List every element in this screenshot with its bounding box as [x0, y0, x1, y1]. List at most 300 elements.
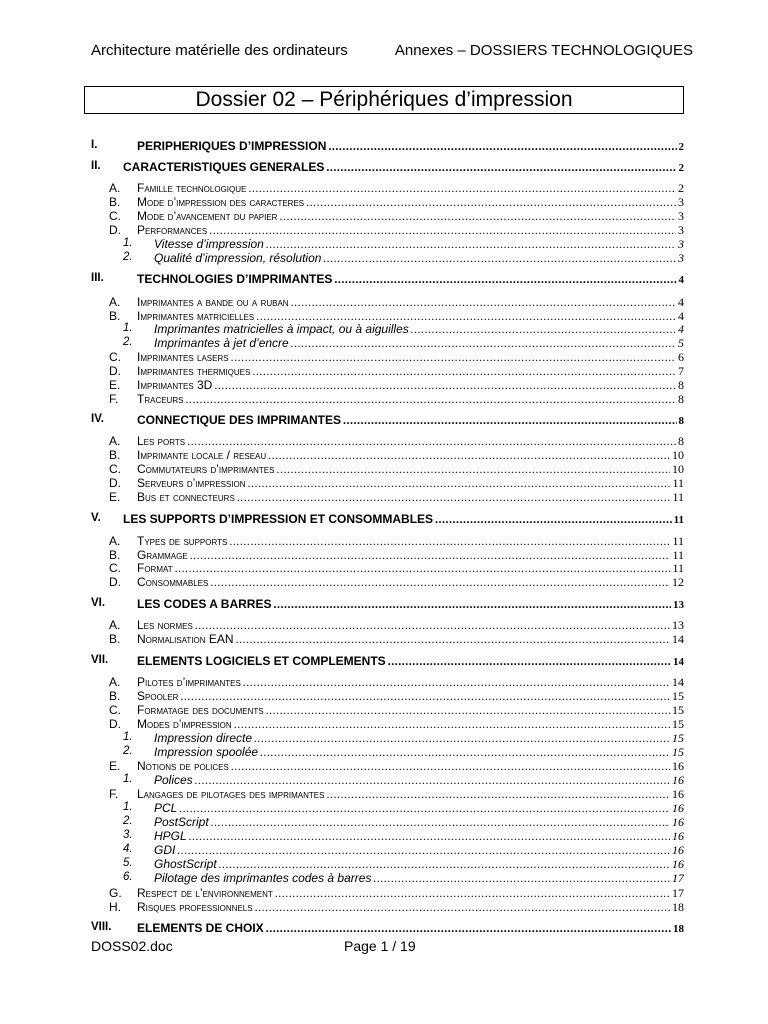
toc-entry[interactable] — [0, 160, 768, 174]
toc-entry-page: 16 — [672, 787, 684, 801]
toc-entry[interactable] — [0, 181, 768, 195]
toc-dot-leader — [175, 561, 671, 576]
toc-entry[interactable] — [0, 139, 768, 153]
toc-entry-title: Famille technologique — [137, 181, 247, 195]
toc-dot-leader — [266, 921, 671, 936]
toc-entry-title: Imprimantes lasers — [137, 350, 229, 364]
toc-dot-leader — [260, 745, 670, 760]
toc-entry[interactable] — [0, 392, 768, 406]
toc-entry[interactable] — [0, 787, 768, 801]
toc-entry-line — [137, 900, 684, 915]
toc-entry-line — [137, 364, 684, 379]
toc-entry[interactable] — [0, 548, 768, 562]
toc-entry[interactable] — [0, 350, 768, 364]
toc-entry-page: 15 — [672, 689, 684, 703]
toc-entry-page: 3 — [678, 209, 684, 223]
toc-dot-leader — [323, 251, 676, 266]
toc-dot-leader — [209, 223, 676, 238]
toc-dot-leader — [177, 843, 670, 858]
toc-entry[interactable] — [0, 195, 768, 209]
toc-entry-number: D. — [109, 717, 121, 731]
toc-entry-page: 16 — [672, 773, 684, 787]
toc-entry-line — [137, 654, 684, 669]
toc-entry-number: B. — [109, 448, 121, 462]
toc-entry-line — [137, 689, 684, 704]
toc-entry-title: Pilotage des imprimantes codes à barres — [154, 871, 372, 885]
toc-entry-number: F. — [109, 392, 119, 406]
toc-entry-line — [154, 815, 684, 830]
toc-entry-line — [137, 675, 684, 690]
toc-entry-number: B. — [109, 195, 121, 209]
toc-entry-line — [154, 322, 684, 337]
toc-entry-page: 8 — [678, 434, 684, 448]
toc-entry-number: 2. — [123, 745, 133, 757]
toc-entry-line — [154, 773, 684, 788]
toc-entry-page: 15 — [672, 703, 684, 717]
toc-entry-title: Notions de polices — [137, 759, 229, 773]
toc-entry-page: 3 — [678, 195, 684, 209]
toc-entry[interactable] — [0, 759, 768, 773]
toc-entry-line — [137, 703, 684, 718]
toc-entry-page: 4 — [678, 274, 684, 286]
toc-dot-leader — [180, 689, 670, 704]
toc-entry[interactable] — [0, 237, 768, 251]
toc-entry-title: Langages de pilotages des imprimantes — [137, 787, 325, 801]
toc-entry[interactable] — [0, 829, 768, 843]
toc-dot-leader — [343, 413, 676, 428]
toc-dot-leader — [189, 829, 670, 844]
toc-entry-title: Serveurs d’impression — [137, 476, 246, 490]
toc-entry-title: Respect de l’environnement — [137, 886, 273, 900]
toc-entry-title: Impression directe — [154, 731, 253, 745]
toc-entry[interactable] — [0, 886, 768, 900]
toc-entry-line — [137, 209, 684, 224]
toc-entry[interactable] — [0, 413, 768, 427]
toc-entry-number: 5. — [123, 857, 133, 869]
toc-dot-leader — [179, 801, 670, 816]
toc-entry-line — [137, 787, 684, 802]
toc-entry[interactable] — [0, 272, 768, 286]
toc-entry-number: B. — [109, 548, 121, 562]
toc-entry-number: 1. — [123, 237, 133, 249]
toc-entry[interactable] — [0, 378, 768, 392]
toc-entry[interactable] — [0, 618, 768, 632]
toc-entry[interactable] — [0, 731, 768, 745]
toc-entry-page: 2 — [678, 141, 684, 153]
toc-dot-leader — [306, 195, 676, 210]
toc-entry-title: Imprimantes à jet d’encre — [154, 336, 289, 350]
toc-dot-leader — [219, 857, 670, 872]
toc-entry-number: 1. — [123, 801, 133, 813]
toc-entry[interactable] — [0, 462, 768, 476]
toc-entry-title: Polices — [154, 773, 193, 787]
toc-entry-number: H. — [109, 900, 121, 914]
toc-entry[interactable] — [0, 815, 768, 829]
toc-entry-page: 4 — [678, 309, 684, 323]
toc-entry-title: Impression spoolée — [154, 745, 259, 759]
toc-entry-page: 3 — [678, 237, 684, 251]
toc-entry-number: C. — [109, 209, 121, 223]
toc-entry-number: 2. — [123, 815, 133, 827]
toc-entry-page: 8 — [678, 392, 684, 406]
toc-dot-leader — [211, 815, 670, 830]
toc-entry-line — [137, 139, 684, 154]
toc-entry-title: Modes d’impression — [137, 717, 232, 731]
toc-entry-line — [137, 195, 684, 210]
toc-entry-line — [137, 413, 684, 428]
toc-dot-leader — [328, 139, 676, 154]
toc-entry-title: Vitesse d’impression — [154, 237, 264, 251]
toc-entry-page: 15 — [672, 717, 684, 731]
toc-entry[interactable] — [0, 490, 768, 504]
toc-entry-page: 15 — [672, 731, 684, 745]
toc-entry-line — [137, 295, 684, 310]
toc-entry[interactable] — [0, 843, 768, 857]
toc-entry[interactable] — [0, 209, 768, 223]
toc-entry-number: 1. — [123, 731, 133, 743]
toc-entry-title: Imprimantes thermiques — [137, 364, 251, 378]
toc-entry-line — [137, 462, 684, 477]
footer-page-number: Page 1 / 19 — [344, 938, 416, 954]
toc-entry-page: 16 — [672, 759, 684, 773]
toc-entry-title: PostScript — [154, 815, 209, 829]
toc-entry-title: CONNECTIQUE DES IMPRIMANTES — [137, 413, 342, 427]
toc-entry-number: VII. — [91, 654, 109, 666]
toc-entry-line — [137, 378, 684, 393]
toc-entry-title: Consommables — [137, 575, 209, 589]
toc-entry-page: 11 — [673, 514, 684, 526]
toc-entry-page: 6 — [678, 350, 684, 364]
toc-dot-leader — [279, 209, 676, 224]
toc-entry-page: 14 — [672, 632, 684, 646]
toc-dot-leader — [195, 773, 670, 788]
toc-entry[interactable] — [0, 309, 768, 323]
toc-entry-page: 10 — [672, 448, 684, 462]
toc-entry-title: Pilotes d’imprimantes — [137, 675, 241, 689]
toc-entry[interactable] — [0, 434, 768, 448]
toc-entry-number: C. — [109, 350, 121, 364]
toc-entry-number: VIII. — [91, 921, 112, 933]
toc-entry-page: 18 — [673, 923, 684, 935]
toc-entry-title: Types de supports — [137, 534, 228, 548]
toc-entry-line — [137, 886, 684, 901]
toc-entry[interactable] — [0, 632, 768, 646]
toc-entry-title: Les normes — [137, 618, 193, 632]
toc-dot-leader — [275, 886, 670, 901]
toc-entry[interactable] — [0, 597, 768, 611]
toc-entry-number: D. — [109, 476, 121, 490]
toc-entry-number: A. — [109, 434, 121, 448]
toc-dot-leader — [255, 900, 670, 915]
toc-dot-leader — [334, 272, 676, 287]
toc-entry-line — [154, 745, 684, 760]
toc-dot-leader — [210, 575, 670, 590]
toc-entry-title: Mode d’impression des caracteres — [137, 195, 305, 209]
toc-entry-number: C. — [109, 462, 121, 476]
toc-entry-page: 11 — [672, 561, 684, 575]
toc-dot-leader — [229, 534, 670, 549]
toc-entry-title: Imprimantes matricielles à impact, ou à aiguilles — [154, 322, 409, 336]
toc-entry-number: D. — [109, 364, 121, 378]
toc-entry-title: ELEMENTS LOGICIELS ET COMPLEMENTS — [137, 654, 386, 668]
toc-dot-leader — [248, 476, 671, 491]
toc-dot-leader — [236, 632, 670, 647]
toc-dot-leader — [214, 378, 676, 393]
toc-entry[interactable] — [0, 921, 768, 935]
toc-entry[interactable] — [0, 900, 768, 914]
toc-entry-page: 5 — [678, 336, 684, 350]
toc-entry-page: 18 — [672, 900, 684, 914]
toc-entry-number: V. — [91, 512, 101, 524]
toc-entry-title: Bus et connecteurs — [137, 490, 235, 504]
toc-entry-title: TECHNOLOGIES D’IMPRIMANTES — [137, 272, 333, 286]
toc-dot-leader — [231, 759, 670, 774]
toc-entry-page: 17 — [672, 886, 684, 900]
toc-entry-page: 11 — [672, 548, 684, 562]
toc-entry-page: 15 — [672, 745, 684, 759]
toc-entry-number: I. — [91, 139, 98, 151]
toc-entry-title: Imprimantes a bande ou a ruban — [137, 295, 289, 309]
toc-entry-number: 2. — [123, 251, 133, 263]
toc-entry-title: Formatage des documents — [137, 703, 264, 717]
toc-entry-number: D. — [109, 575, 121, 589]
toc-entry[interactable] — [0, 675, 768, 689]
toc-entry-line — [137, 632, 684, 647]
toc-entry-number: VI. — [91, 597, 106, 609]
toc-entry-line — [154, 801, 684, 816]
toc-entry-number: III. — [91, 272, 104, 284]
toc-entry-title: Format — [137, 561, 173, 575]
toc-entry[interactable] — [0, 689, 768, 703]
toc-entry-title: Traceurs — [137, 392, 184, 406]
toc-entry-number: II. — [91, 160, 101, 172]
toc-entry-page: 16 — [672, 843, 684, 857]
toc-dot-leader — [187, 434, 676, 449]
toc-entry-number: 1. — [123, 322, 133, 334]
toc-entry-line — [154, 237, 684, 252]
toc-dot-leader — [195, 618, 670, 633]
toc-entry-number: B. — [109, 632, 121, 646]
toc-entry-title: Commutateurs d’imprimantes — [137, 462, 275, 476]
toc-entry-title: GDI — [154, 843, 176, 857]
toc-entry-title: CARACTERISTIQUES GENERALES — [123, 160, 325, 174]
toc-entry-page: 13 — [672, 618, 684, 632]
toc-entry-line — [137, 350, 684, 365]
toc-entry-title: Imprimantes matricielles — [137, 309, 255, 323]
toc-entry[interactable] — [0, 703, 768, 717]
toc-entry-line — [154, 857, 684, 872]
toc-dot-leader — [388, 654, 671, 669]
toc-entry[interactable] — [0, 857, 768, 871]
toc-entry-title: GhostScript — [154, 857, 217, 871]
toc-entry-page: 16 — [672, 815, 684, 829]
toc-entry[interactable] — [0, 871, 768, 885]
toc-entry-line — [137, 434, 684, 449]
toc-entry[interactable] — [0, 512, 768, 526]
toc-dot-leader — [234, 717, 670, 732]
toc-entry-page: 10 — [672, 462, 684, 476]
toc-entry-page: 8 — [678, 378, 684, 392]
toc-entry-number: 4. — [123, 843, 133, 855]
toc-entry-line — [154, 829, 684, 844]
toc-entry-page: 16 — [672, 829, 684, 843]
toc-dot-leader — [252, 364, 676, 379]
toc-entry-number: F. — [109, 787, 119, 801]
toc-entry[interactable] — [0, 448, 768, 462]
toc-entry-line — [137, 181, 684, 196]
toc-entry[interactable] — [0, 561, 768, 575]
toc-entry-line — [137, 561, 684, 576]
toc-entry-title: Normalisation EAN — [137, 632, 234, 646]
toc-entry-line — [154, 731, 684, 746]
toc-dot-leader — [291, 295, 676, 310]
toc-entry-title: LES CODES A BARRES — [137, 597, 272, 611]
toc-entry-line — [123, 160, 684, 175]
toc-entry-line — [137, 759, 684, 774]
toc-entry-page: 3 — [678, 223, 684, 237]
toc-entry-number: 2. — [123, 336, 133, 348]
toc-entry-title: PCL — [154, 801, 178, 815]
toc-entry-line — [137, 272, 684, 287]
toc-entry-title: Imprimante locale / reseau — [137, 448, 267, 462]
toc-entry-number: B. — [109, 309, 121, 323]
toc-dot-leader — [373, 871, 670, 886]
toc-entry-page: 11 — [672, 490, 684, 504]
toc-entry-line — [137, 597, 684, 612]
toc-entry-number: G. — [109, 886, 122, 900]
toc-entry-title: Mode d’avancement du papier — [137, 209, 278, 223]
toc-dot-leader — [254, 731, 670, 746]
toc-entry-page: 12 — [672, 575, 684, 589]
toc-entry-page: 3 — [678, 251, 684, 265]
toc-entry-line — [137, 223, 684, 238]
toc-entry[interactable] — [0, 534, 768, 548]
toc-entry-number: A. — [109, 295, 121, 309]
toc-entry-number: E. — [109, 378, 121, 392]
toc-entry-line — [137, 448, 684, 463]
toc-entry[interactable] — [0, 773, 768, 787]
toc-entry-line — [137, 392, 684, 407]
toc-dot-leader — [266, 237, 676, 252]
toc-entry-number: IV. — [91, 413, 105, 425]
toc-dot-leader — [268, 448, 670, 463]
toc-entry-page: 4 — [678, 322, 684, 336]
toc-entry-page: 7 — [678, 364, 684, 378]
toc-entry[interactable] — [0, 745, 768, 759]
toc-entry-number: C. — [109, 561, 121, 575]
toc-dot-leader — [326, 787, 670, 802]
footer-filename: DOSS02.doc — [91, 938, 173, 954]
toc-entry[interactable] — [0, 476, 768, 490]
toc-entry-number: 6. — [123, 871, 133, 883]
toc-entry[interactable] — [0, 575, 768, 589]
toc-dot-leader — [185, 392, 676, 407]
toc-entry-title: HPGL — [154, 829, 187, 843]
toc-entry-page: 8 — [678, 415, 684, 427]
toc-entry[interactable] — [0, 801, 768, 815]
toc-entry-title: LES SUPPORTS D’IMPRESSION ET CONSOMMABLES — [123, 512, 434, 526]
toc-entry-line — [137, 476, 684, 491]
toc-entry-title: Grammage — [137, 548, 188, 562]
toc-entry-page: 17 — [672, 871, 684, 885]
toc-entry-title: Les ports — [137, 434, 186, 448]
toc-dot-leader — [291, 336, 676, 351]
toc-entry-number: A. — [109, 181, 121, 195]
toc-entry-number: A. — [109, 675, 121, 689]
toc-entry-page: 2 — [678, 162, 684, 174]
toc-entry-number: E. — [109, 490, 121, 504]
toc-entry-title: Imprimantes 3D — [137, 378, 213, 392]
toc-entry[interactable] — [0, 322, 768, 336]
toc-dot-leader — [248, 181, 676, 196]
toc-entry-number: A. — [109, 618, 121, 632]
toc-entry-page: 2 — [678, 181, 684, 195]
toc-entry-page: 16 — [672, 801, 684, 815]
toc-entry[interactable] — [0, 295, 768, 309]
document-title: Dossier 02 – Périphériques d’impression — [84, 86, 684, 114]
toc-entry-number: A. — [109, 534, 121, 548]
toc-entry-line — [123, 512, 684, 527]
toc-entry-line — [154, 843, 684, 858]
toc-entry[interactable] — [0, 223, 768, 237]
toc-entry-title: Qualité d’impression, résolution — [154, 251, 322, 265]
toc-entry[interactable] — [0, 654, 768, 668]
toc-entry-page: 13 — [673, 599, 684, 611]
toc-entry-line — [137, 921, 684, 936]
toc-entry-number: E. — [109, 759, 121, 773]
toc-dot-leader — [273, 597, 671, 612]
toc-entry-title: Performances — [137, 223, 208, 237]
toc-entry-page: 14 — [673, 656, 684, 668]
toc-entry-line — [154, 871, 684, 886]
toc-dot-leader — [276, 462, 670, 477]
toc-entry-title: ELEMENTS DE CHOIX — [137, 921, 264, 935]
toc-entry-page: 11 — [672, 476, 684, 490]
toc-dot-leader — [266, 703, 670, 718]
toc-dot-leader — [411, 322, 676, 337]
toc-entry-page: 16 — [672, 857, 684, 871]
toc-entry-page: 4 — [678, 295, 684, 309]
toc-entry-line — [137, 717, 684, 732]
toc-dot-leader — [237, 490, 671, 505]
toc-dot-leader — [435, 512, 672, 527]
toc-dot-leader — [326, 160, 676, 175]
toc-entry-number: C. — [109, 703, 121, 717]
toc-entry-line — [137, 490, 684, 505]
toc-dot-leader — [243, 675, 670, 690]
toc-entry[interactable] — [0, 336, 768, 350]
header-right-text: Annexes – DOSSIERS TECHNOLOGIQUES — [394, 42, 693, 59]
toc-entry-line — [154, 251, 684, 266]
toc-entry-number: B. — [109, 689, 121, 703]
toc-entry[interactable] — [0, 364, 768, 378]
toc-entry-page: 14 — [672, 675, 684, 689]
toc-entry-page: 11 — [672, 534, 684, 548]
toc-entry-line — [137, 575, 684, 590]
toc-entry-number: D. — [109, 223, 121, 237]
toc-entry-number: 3. — [123, 829, 133, 841]
header-left-text: Architecture matérielle des ordinateurs — [91, 42, 348, 59]
toc-entry-line — [137, 534, 684, 549]
toc-entry[interactable] — [0, 717, 768, 731]
toc-dot-leader — [231, 350, 676, 365]
toc-entry-title: PERIPHERIQUES D’IMPRESSION — [137, 139, 327, 153]
toc-entry[interactable] — [0, 251, 768, 265]
toc-entry-number: 1. — [123, 773, 133, 785]
toc-entry-title: Spooler — [137, 689, 179, 703]
toc-entry-line — [154, 336, 684, 351]
toc-entry-line — [137, 618, 684, 633]
